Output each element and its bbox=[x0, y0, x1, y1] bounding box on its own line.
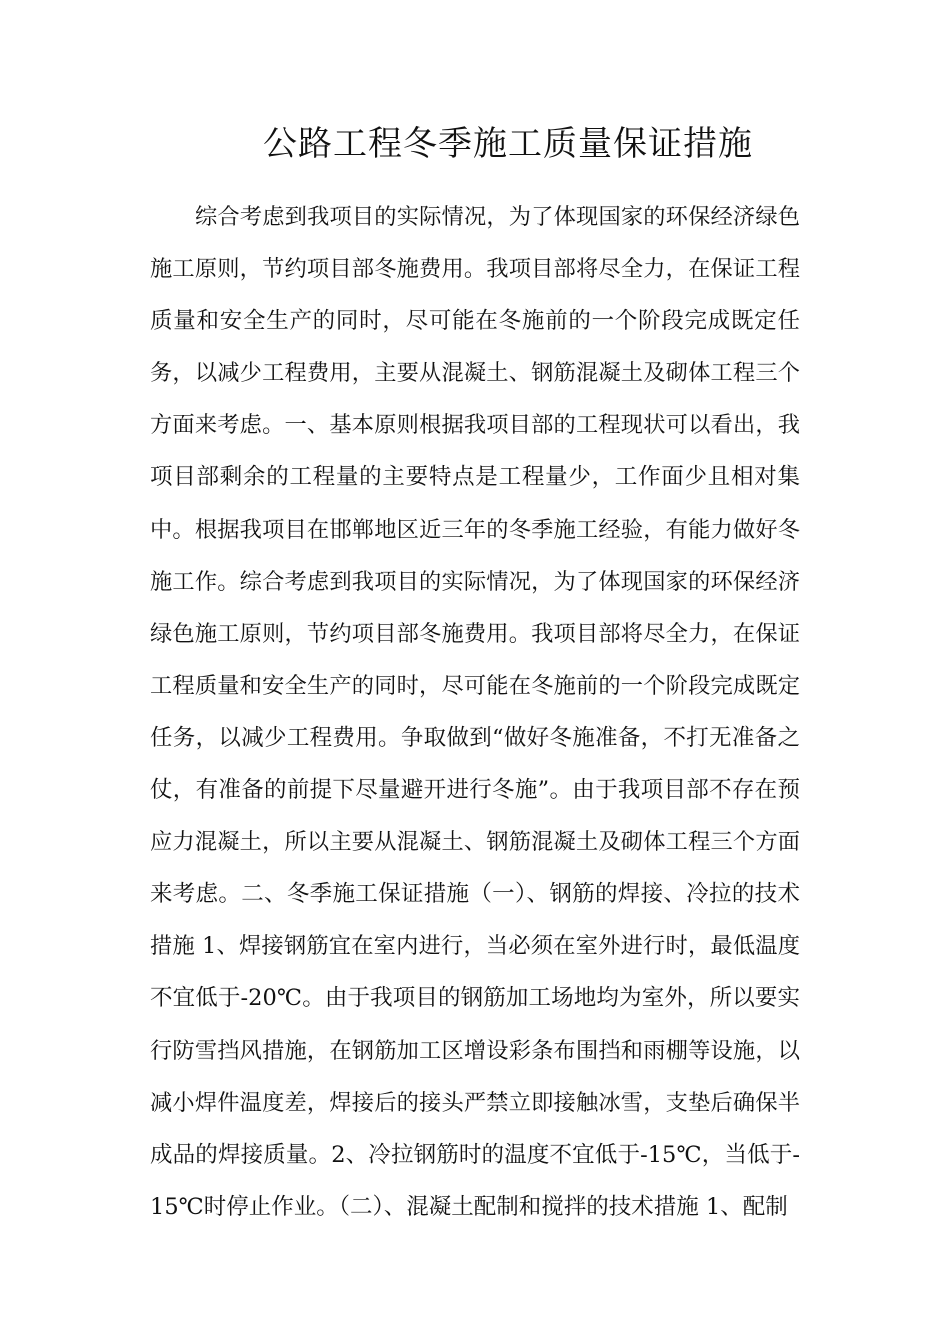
body-line: 方面来考虑。一、基本原则根据我项目部的工程现状可以看出，我 bbox=[150, 412, 800, 439]
document-title: 公路工程冬季施工质量保证措施 bbox=[263, 124, 753, 164]
body-line: 项目部剩余的工程量的主要特点是工程量少，工作面少且相对集 bbox=[150, 464, 800, 491]
body-line: 中。根据我项目在邯郸地区近三年的冬季施工经验，有能力做好冬 bbox=[150, 516, 800, 543]
body-line: 减小焊件温度差，焊接后的接头严禁立即接触冰雪，支垫后确保半 bbox=[150, 1089, 800, 1116]
body-line: 务，以减少工程费用，主要从混凝土、钢筋混凝土及砌体工程三个 bbox=[150, 360, 800, 387]
body-line: 施工作。综合考虑到我项目的实际情况，为了体现国家的环保经济 bbox=[150, 568, 800, 595]
body-line: 行防雪挡风措施，在钢筋加工区增设彩条布围挡和雨棚等设施，以 bbox=[150, 1037, 800, 1064]
body-line: 应力混凝土，所以主要从混凝土、钢筋混凝土及砌体工程三个方面 bbox=[150, 829, 800, 856]
body-line: 仗，有准备的前提下尽量避开进行冬施”。由于我项目部不存在预 bbox=[150, 777, 800, 804]
body-line: 工程质量和安全生产的同时，尽可能在冬施前的一个阶段完成既定 bbox=[150, 672, 800, 699]
document-body bbox=[150, 191, 800, 1233]
body-line: 15℃时停止作业。（二）、混凝土配制和搅拌的技术措施 1、配制 bbox=[150, 1193, 788, 1220]
body-line: 绿色施工原则，节约项目部冬施费用。我项目部将尽全力，在保证 bbox=[150, 620, 800, 647]
body-line: 措施 1、焊接钢筋宜在室内进行，当必须在室外进行时，最低温度 bbox=[150, 933, 800, 960]
body-line: 来考虑。二、冬季施工保证措施（一）、钢筋的焊接、冷拉的技术 bbox=[150, 881, 800, 908]
body-line: 综合考虑到我项目的实际情况，为了体现国家的环保经济绿色 bbox=[195, 204, 800, 230]
body-line: 质量和安全生产的同时，尽可能在冬施前的一个阶段完成既定任 bbox=[150, 308, 800, 335]
body-line: 施工原则，节约项目部冬施费用。我项目部将尽全力，在保证工程 bbox=[150, 256, 800, 283]
body-line: 任务，以减少工程费用。争取做到“做好冬施准备，不打无准备之 bbox=[150, 724, 800, 751]
body-line: 成品的焊接质量。2、冷拉钢筋时的温度不宜低于-15℃，当低于- bbox=[150, 1141, 800, 1168]
body-line: 不宜低于-20℃。由于我项目的钢筋加工场地均为室外，所以要实 bbox=[150, 985, 800, 1012]
